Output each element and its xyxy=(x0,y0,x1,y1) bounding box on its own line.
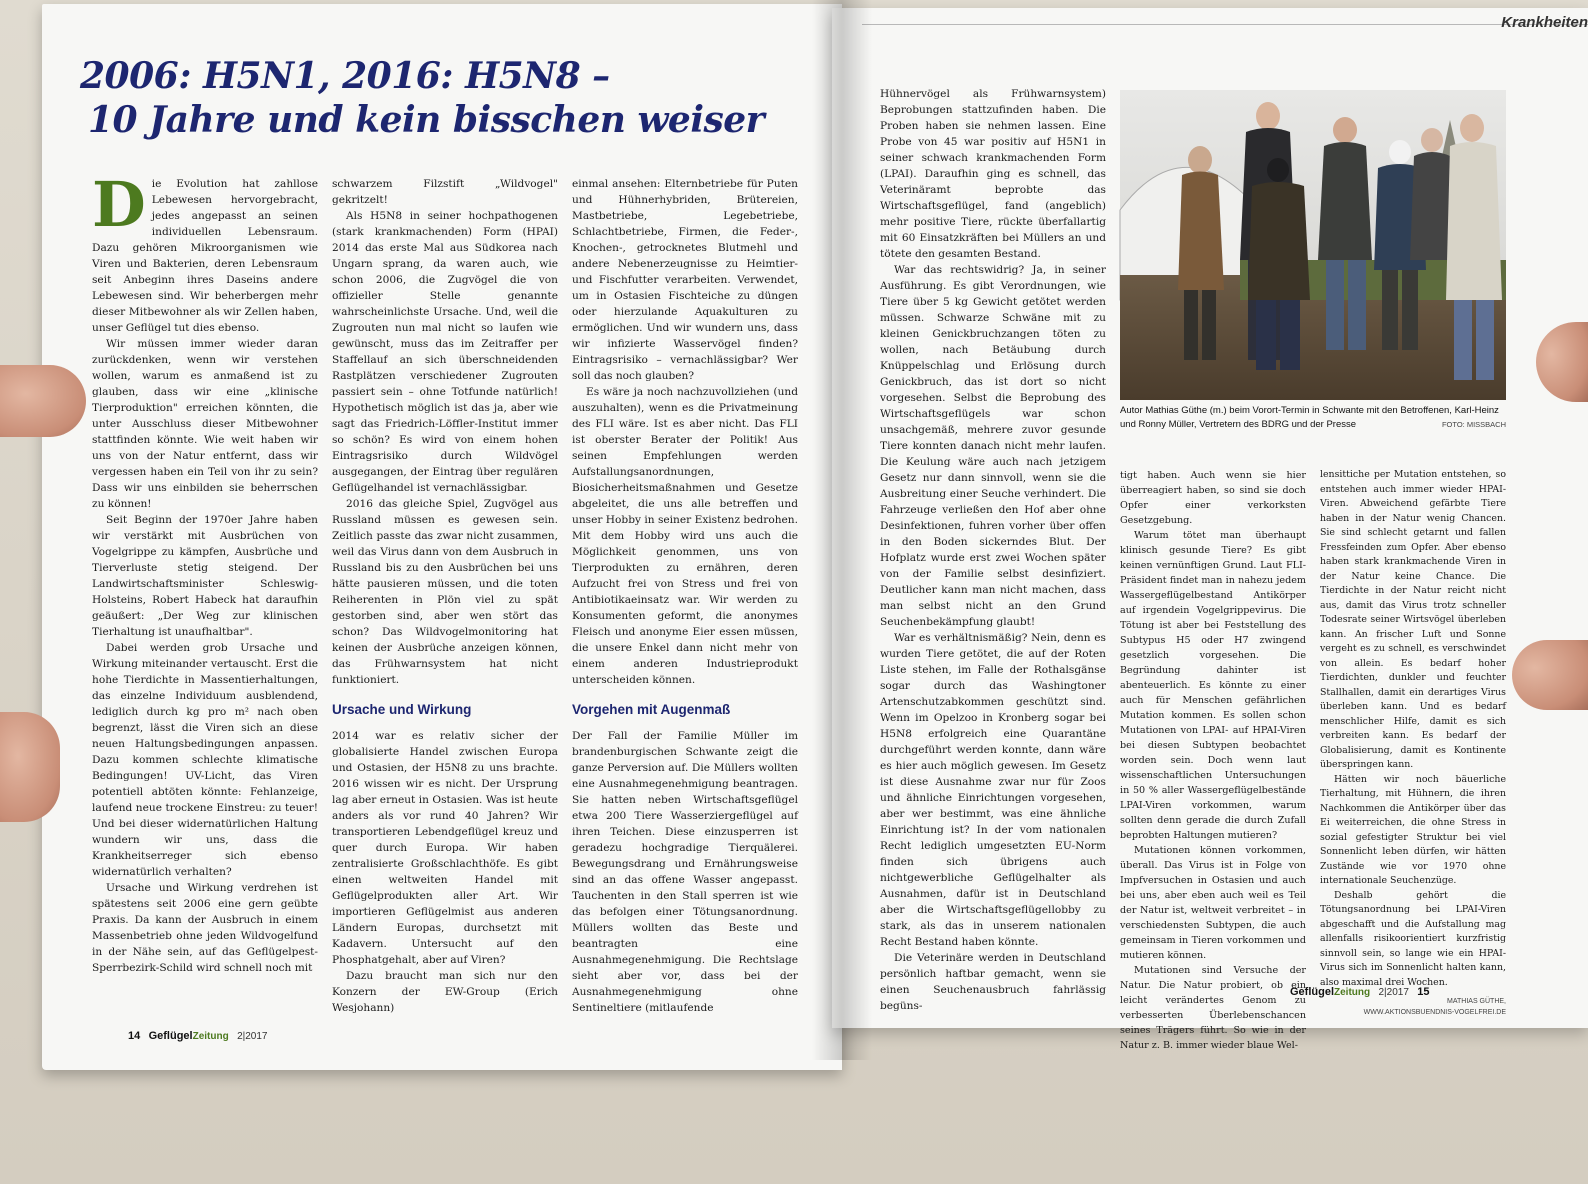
paragraph: lensittiche per Mutation entstehen, so entstehen auch immer wieder HPAI-Viren. Abweichend gefärbte Tiere haben in der Natur wenig Chancen. Sie sind schlecht getarnt und fallen Fressfeinden zum Opfer. Aber ebenso haben stark krankmachende Viren in der Natur keine Chance. Die Tierdichte in der Natur reicht nicht aus, damit das Virus trotz schneller Todesrate seiner Wirtsvögel überleben kann. An frischer Luft und Sonne vergeht es zu schnell, es verschwindet von allein. Es bedarf hoher Tierdichten, dunkler und feuchter Stallhallen, damit ein derartiges Virus überleben kann. Und es bedarf menschlicher Hilfe, damit es sich verbreiten kann. Es bedarf der Globalisierung, damit es Kontinente überspringen kann. xyxy=(1320,469,1506,770)
left-column-2 xyxy=(332,176,558,1016)
page-number: 15 xyxy=(1417,986,1430,998)
right-column-2 xyxy=(1120,468,1306,1053)
paragraph: Als H5N8 in seiner hochpathogenen (stark krankmachenden) Form (HPAI) 2014 das erste Mal aus Südkorea nach Ungarn sprang, da waren auch, wie schon 2006, die Zugvögel die von offizieller Stelle genannte wahrscheinlichste Ursache. Und, weil die Zugrouten nun mal nicht so laufen wie gewünscht, muss das im Zeitraffer per Staffellauf an sich überschneidenden Rastplätzen verschiedener Zugrouten passiert sein – ohne Totfunde natürlich! Hypothetisch möglich ist das ja, aber wie sagt das Friedrich-Löffler-Institut immer so schön? Es wird von einem hohen Eintragsrisiko durch Wildvögel ausgegangen, der Eintrag über regulären Geflügelhandel ist vernachlässigbar. xyxy=(332,210,558,494)
paragraph: War es verhältnismäßig? Nein, denn es wurden Tiere getötet, die auf der Roten Liste stehen, im Falle der Rothalsgänse sogar durch das Washingtoner Artenschutzabkommen geschützt sind. Wenn im Opelzoo in Kronberg sogar bei H5N8 erfolgreich eine Quarantäne durchgeführt werden konnte, dann wäre es hier auch möglich gewesen. Im Gesetz ist diese Ausnahme zwar nur für Zoos und ähnliche Einrichtungen vorgesehen, aber wer bestimmt, was eine ähnliche Einrichtung ist? In der vom nationalen Recht lediglich umgesetzten EU-Norm finden sich übrigens auch nichtgewerbliche Geflügelhalter als Ausnahmen, dafür ist in Deutschland aber die Wirtschaftsgeflügellobby zu stark, als das in unserem nationalen Recht Bestand haben könnte. xyxy=(880,632,1106,948)
paragraph: Hätten wir noch bäuerliche Tierhaltung, mit Hühnern, die ihren Nachkommen die Antikörper über das Ei weiterreichen, die ohne Stress in sozial gefestigter Struktur bei viel Sonnenlicht leben dürfen, wir hätten Zustände wie vor 1970 ohne internationale Seuchenzüge. xyxy=(1320,773,1506,886)
signature-name: MATHIAS GÜTHE, xyxy=(1447,998,1506,1005)
page-number: 14 xyxy=(128,1030,141,1042)
paragraph: Die Veterinäre werden in Deutschland persönlich haftbar gemacht, wenn sie einen Seuchenausbruch fahrlässig begüns- xyxy=(880,952,1106,1012)
left-column-1 xyxy=(92,168,318,976)
paragraph: schwarzem Filzstift „Wildvogel" gekritzelt! xyxy=(332,178,558,206)
photo-caption xyxy=(1120,404,1506,432)
magazine-name: GeflügelZeitung xyxy=(148,1030,229,1042)
headline-line-2: 10 Jahre und kein bisschen weiser xyxy=(88,99,765,141)
paragraph: tigt haben. Auch wenn sie hier überreagiert haben, so sind sie doch Opfer einer verkorksten Gesetzgebung. xyxy=(1120,470,1306,526)
subhead-vorgehen: Vorgehen mit Augenmaß xyxy=(572,702,731,717)
headline-line-1: 2006: H5N1, 2016: H5N8 – xyxy=(80,55,610,97)
right-column-3 xyxy=(1320,468,1506,1018)
paragraph: War das rechtswidrig? Ja, in seiner Ausführung. Es gibt Verordnungen, wie Tiere über 5 kg Gewicht getötet werden müssen. Schwarze Schwäne mit zu kleinen Genickbruchzangen töten zu wollen, nach Betäubung durch Knüppelschlag und Erlösung durch Genickbruch, das ist dort so nicht vorgesehen. Selbst die Beprobung des Wirtschaftsgeflügels war schon unsachgemäß, mehrere zuvor gesunde Tiere konnten danach nicht mehr laufen. Die Keulung wäre auch nach jetzigem Gesetz nur dann sinnvoll, wenn sie die Ausbreitung einer Seuche verhindert. Die Fahrzeuge verließen den Hof aber ohne Desinfektionen, fuhren vorher über offen in den Boden sickerndes Blut. Der Hofplatz wurde erst zwei Wochen später von der Familie selbst desinfiziert. Deutlicher kann man nicht machen, dass man selbst nicht an den Grund Seuchenbekämpfung glaubt! xyxy=(880,264,1106,628)
magazine-name: GeflügelZeitung xyxy=(1290,986,1371,998)
issue-number: 2|2017 xyxy=(237,1031,268,1042)
paragraph: Mutationen können vorkommen, überall. Das Virus ist in Folge von Impfversuchen in Ostasien und auch bei uns, aber eben auch weil es Teil der Natur ist, weltweit verbreitet – in verschiedensten Subtypen, die auch gemeinsam in Tieren vorkommen und mutieren können. xyxy=(1120,845,1306,961)
photo-people-on-farm xyxy=(1120,90,1506,400)
right-footer xyxy=(1290,986,1429,998)
subhead-ursache: Ursache und Wirkung xyxy=(332,702,472,717)
section-kicker: Krankheiten xyxy=(1501,14,1588,31)
right-column-1 xyxy=(880,86,1106,1014)
paragraph: Mutationen sind Versuche der Natur. Die Natur probiert, ob ein leicht verändertes Genom zu verbesserten Überlebenschancen seines Trägers führt. So wie in der Natur z. B. immer wieder blaue Wel- xyxy=(1120,965,1306,1051)
paragraph: Ursache und Wirkung verdrehen ist spätestens seit 2006 eine gern geübte Praxis. Da kann der Ausbruch in einem Massenbetrieb ohne jeden Wildvogelfund in der Nähe sein, auf das Geflügelpest-Sperrbezirk-Schild wird schnell noch mit xyxy=(92,882,318,974)
paragraph: Seit Beginn der 1970er Jahre haben wir verstärkt mit Ausbrüchen von Vogelgrippe zu kämpfen, Ausbrüche und Tierverluste stetig steigend. Der Landwirtschaftsminister Schleswig-Holsteins, Robert Habeck hat daraufhin geäußert: „Der Weg zur klinischen Tierhaltung ist unaufhaltbar". xyxy=(92,514,318,638)
issue-number: 2|2017 xyxy=(1378,987,1409,998)
right-page xyxy=(832,8,1588,1051)
paragraph: Deshalb gehört die Tötungsanordnung bei LPAI-Viren abgeschafft und die Aufstallung mag allenfalls risikoorientiert kurzfristig sinnvoll sein, so lange wie ein HPAI-Virus sich im Sonnenlicht halten kann, also maximal drei Wochen. xyxy=(1320,889,1506,988)
header-rule xyxy=(862,24,1588,25)
paragraph: Es wäre ja noch nachzuvollziehen (und auszuhalten), wenn es die Privatmeinung des FLI wäre. Ist es aber nicht. Das FLI ist oberster Berater der Politik! Aus seinen Empfehlungen werden Aufstallungsanordnungen, Biosicherheitsmaßnahmen und Gesetze abgeleitet, die uns alle betreffen und unser Hobby in seiner Existenz bedrohen. Mit dem Hobby wird uns auch die Möglichkeit genommen, uns von Tierprodukten zu ernähren, deren Aufzucht frei von Stress und frei von Antibiotikaeinsatz war. Wir werden zu Konsumenten geformt, die anonymes Fleisch und anonyme Eier essen müssen, die unsere Enkel dann nicht mehr von einem anderen Industrieprodukt unterscheiden können. xyxy=(572,386,798,686)
paragraph: Warum tötet man überhaupt klinisch gesunde Tiere? Es gibt keinen vernünftigen Grund. Laut FLI-Präsident findet man in nahezu jedem Wassergeflügelbestand Antikörper auf irgendein Vogelgrippevirus. Die Tötung ist aber bei Feststellung des Subtypus H5 oder H7 zwingend gesetzlich vorgesehen. Die Begründung dahinter ist abenteuerlich. Es könnte zu einer auch für Menschen gefährlichen Mutation kommen. Es sollen schon Mutationen von LPAI- auf HPAI-Viren bei diesen Subtypen beobachtet worden sein. Doch wenn laut wissenschaftlichen Untersuchungen in 50 % aller Wassergeflügelbestände LPAI-Viren vorkommen, warum sollten denn gerade die durch Zufall beprobten Haltungen mutieren? xyxy=(1120,530,1306,841)
paragraph: Wir müssen immer wieder daran zurückdenken, wenn wir verstehen wollen, warum es anmaßend ist zu glauben, dass wir eine „klinische Tierproduktion" erreichen könnten, die unter Ausschluss dieser Mitbewohner stattfinden könnte. Wie weit haben wir uns von der Natur entfernt, dass wir vergessen haben ein Teil von ihr zu sein? Dass wir uns einbilden sie beherrschen zu können! xyxy=(92,338,318,510)
paragraph: Dabei werden grob Ursache und Wirkung miteinander vertauscht. Erst die hohe Tierdichte in Massentierhaltungen, das einzelne Individuum ausblendend, lediglich durch kg pro m² nach oben begrenzt, lässt die Viren sich an diese neuen Haltungsbedingungen anpassen. Dazu kommen schlechte klimatische Bedingungen! UV-Licht, das Viren potentiell abtöten könnte: Fehlanzeige, laufend neue trockene Einstreu: zu teuer! Und bei dieser widernatürlichen Haltung wundern wir uns, dass die Krankheitserreger sich ebenso widernatürlich verhalten? xyxy=(92,642,318,878)
paragraph: Hühnervögel als Frühwarnsystem) Beprobungen stattzufinden haben. Die Proben haben sie nehmen lassen. Eine Probe von 45 war positiv auf H5N1 in seiner schwach krankmachenden Form (LPAI). Daraufhin ging es schnell, das Veterinäramt beprobte das Wirtschaftsgeflügel, fand (angeblich) mehr positive Tiere, rückte überfallartig mit 60 Einsatzkräften bei Müllers an und tötete den gesamten Bestand. xyxy=(880,88,1106,260)
drop-cap: D xyxy=(92,168,146,241)
paragraph: Der Fall der Familie Müller im brandenburgischen Schwante zeigt die ganze Perversion auf. Die Müllers wollten eine Ausnahmegenehmigung beantragen. Sie hatten neben Wirtschaftsgeflügel etwa 200 Tiere Wasserziergeflügel auf ihren Teichen. Diese einzusperren ist geradezu hochgradige Tierquälerei. Bewegungsdrang und Ernährungsweise sind an das offene Wasser angepasst. Tauchenten in den Stall sperren ist wie das befolgen einer Tötungsanordnung. Müllers wollten das Beste und beantragten eine Ausnahmegenehmigung. Die Rechtslage sieht aber vor, dass bei der Ausnahmegenehmigung ohne Sentineltiere (mitlaufende xyxy=(572,730,798,1014)
photo-credit: FOTO: MISSBACH xyxy=(1441,420,1506,429)
paragraph: einmal ansehen: Elternbetriebe für Puten und Hühnerhybriden, Brütereien, Mastbetriebe, Legebetriebe, Schlachtbetriebe, Firmen, die Feder-, Knochen-, getrocknetes Blutmehl und andere Nebenerzeugnisse zu Heimtier- und Fischfutter verarbeiten. Verwendet, um in Ostasien Fischteiche zu düngen oder hierzulande Aquakulturen zu ermöglichen. Und wir wundern uns, dass wir infizierte Wasservögel finden? Eintragsrisiko – vernachlässigbar? Wer soll das noch glauben? xyxy=(572,178,798,382)
left-column-3 xyxy=(572,176,798,1016)
left-finger xyxy=(0,712,60,822)
paragraph: 2014 war es relativ sicher der globalisierte Handel zwischen Europa und Ostasien, der H5N8 zu uns brachte. 2016 wissen wir es nicht. Der Ursprung lag aber erneut in Ostasien. Was ist heute anders als vor rund 40 Jahren? Wir transportieren Lebendgeflügel kreuz und quer durch Europa. Wir haben zentralisierte Großschlachthöfe. Es gibt einen weltweiten Handel mit Geflügelprodukten aller Art. Wir importieren Geflügelmist aus anderen Ländern Europas, durchsetzt mit Kadavern. Untersucht auf den Phosphatgehalt, aber auf Viren? xyxy=(332,730,558,966)
left-thumb xyxy=(0,365,86,437)
paragraph: ie Evolution hat zahllose Lebewesen hervorgebracht, jedes angepasst an seinen individuellen Lebensraum. Dazu gehören Mikroorganismen wie Viren und Bakterien, deren Lebensraum seit Anbeginn ihres Daseins andere Lebewesen sind. Wir beherbergen mehr dieser Mitbewohner als wir Zellen haben, unser Geflügel tut dies ebenso. xyxy=(92,178,318,334)
left-footer xyxy=(128,1030,267,1042)
left-page xyxy=(42,4,842,1070)
paragraph: Dazu braucht man sich nur den Konzern der EW-Group (Erich Wesjohann) xyxy=(332,970,558,1014)
right-finger xyxy=(1512,640,1588,710)
author-signature xyxy=(1320,996,1506,1018)
article-photo xyxy=(1120,90,1506,400)
paragraph: 2016 das gleiche Spiel, Zugvögel aus Russland müssen es gewesen sein. Zeitlich passte das zwar nicht zusammen, weil das Virus dann von dem Ausbruch in Russland bis zu den Ausbrüchen bei uns hätte pausieren müssen, und die toten Reiherenten in Plön viel zu spät gestorben sind, aber wen stört das schon? Das Wildvogelmonitoring hat keinen der Ausbrüche anzeigen können, das Frühwarnsystem hat nicht funktioniert. xyxy=(332,498,558,686)
article-headline xyxy=(80,54,800,142)
caption-text: Autor Mathias Güthe (m.) beim Vorort-Termin in Schwante mit den Betroffenen, Karl-Heinz und Ronny Müller, Vertretern des BDRG und der Presse xyxy=(1120,405,1499,430)
signature-url: WWW.AKTIONSBUENDNIS-VOGELFREI.DE xyxy=(1363,1009,1506,1016)
